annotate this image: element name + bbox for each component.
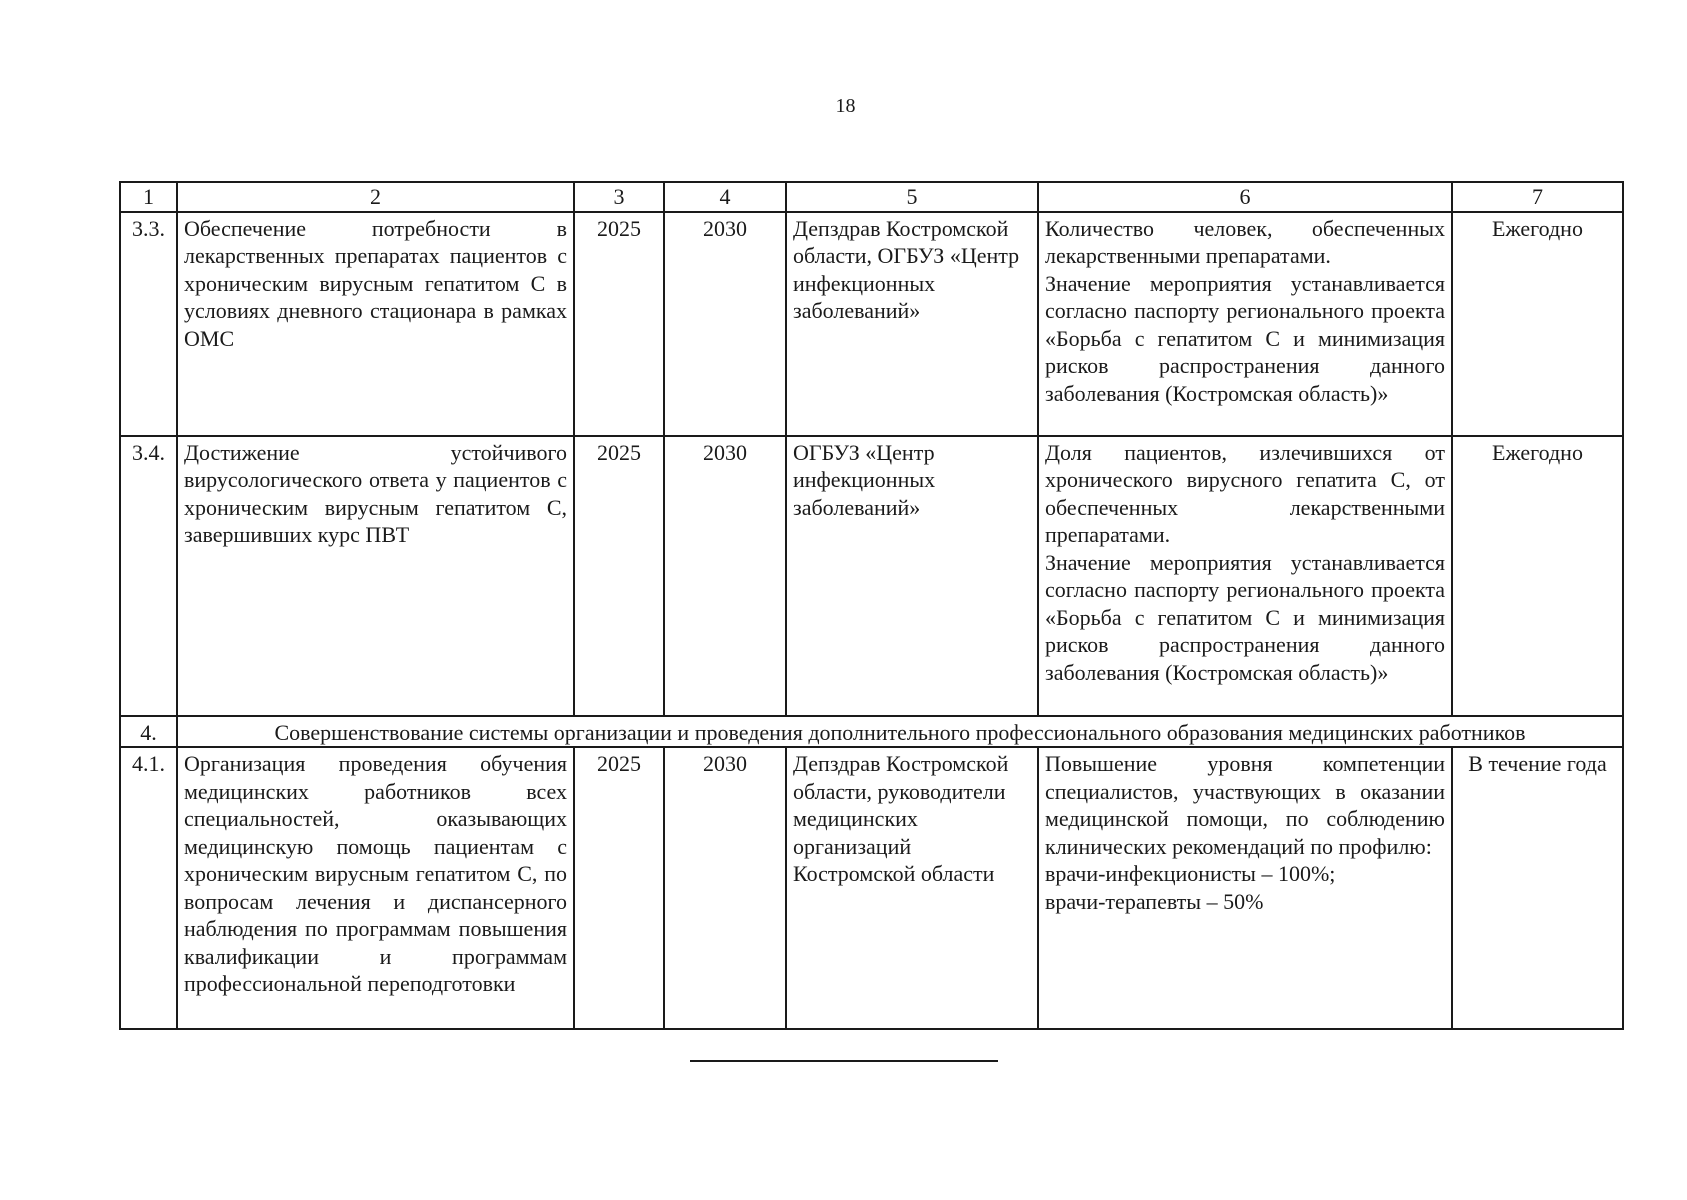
period: Ежегодно	[1452, 212, 1623, 436]
indicator	[1038, 436, 1452, 716]
section-row	[120, 716, 1623, 748]
indicator	[1038, 212, 1452, 436]
table-header-row	[120, 182, 1623, 212]
table-row	[120, 212, 1623, 436]
indicator-text: врачи-инфекционисты – 100%;	[1045, 861, 1336, 886]
start-year: 2025	[574, 436, 664, 716]
indicator	[1038, 747, 1452, 1029]
header-cell: 6	[1038, 182, 1452, 212]
indicator-text: Повышение уровня компетенции специалистов, участвующих в оказании медицинской помощи, по соблюдению клинических рекомендаций по профилю:	[1045, 751, 1445, 859]
period: Ежегодно	[1452, 436, 1623, 716]
header-cell: 1	[120, 182, 177, 212]
period: В течение года	[1452, 747, 1623, 1029]
end-year: 2030	[664, 212, 786, 436]
indicator-text: Значение мероприятия устанавливается согласно паспорту регионального проекта «Борьба с гепатитом С и минимизация рисков распространения данного заболевания (Костромская область)»	[1045, 270, 1445, 406]
measure-description: Организация проведения обучения медицинских работников всех специальностей, оказывающих медицинскую помощь пациентам с хроническим вирусным гепатитом С, по вопросам лечения и диспансерного наблюдения по программам повышения квалификации и программам профессиональной переподготовки	[177, 747, 574, 1029]
table-row	[120, 747, 1623, 1029]
executor	[786, 436, 1038, 716]
header-cell: 3	[574, 182, 664, 212]
end-year: 2030	[664, 747, 786, 1029]
row-number: 3.4.	[120, 436, 177, 716]
executor	[786, 747, 1038, 1029]
section-number: 4.	[120, 716, 177, 748]
row-number: 3.3.	[120, 212, 177, 436]
executor	[786, 212, 1038, 436]
row-number: 4.1.	[120, 747, 177, 1029]
measure-description: Достижение устойчивого вирусологического ответа у пациентов с хроническим вирусным гепатитом С, завершивших курс ПВТ	[177, 436, 574, 716]
executor-text: ОГБУЗ «Центр инфекционных заболеваний»	[793, 439, 936, 520]
measure-description: Обеспечение потребности в лекарственных препаратах пациентов с хроническим вирусным гепатитом С в условиях дневного стационара в рамках ОМС	[177, 212, 574, 436]
indicator-text: Значение мероприятия устанавливается согласно паспорту регионального проекта «Борьба с гепатитом С и минимизация рисков распространения данного заболевания (Костромская область)»	[1045, 549, 1445, 685]
start-year: 2025	[574, 212, 664, 436]
header-cell: 7	[1452, 182, 1623, 212]
section-title: Совершенствование системы организации и проведения дополнительного профессионального образования медицинских работников	[177, 716, 1623, 748]
action-plan-table	[119, 181, 1624, 1030]
end-year: 2030	[664, 436, 786, 716]
end-of-document-rule	[690, 1060, 998, 1062]
indicator-text: Доля пациентов, излечившихся от хронического вирусного гепатита С, от обеспеченных лекарственными препаратами.	[1045, 439, 1445, 547]
indicator-text: врачи-терапевты – 50%	[1045, 888, 1264, 914]
header-cell: 2	[177, 182, 574, 212]
executor-text: Депздрав Костромской области, руководители медицинских организаций Костромской области	[793, 751, 1009, 886]
executor-text: Депздрав Костромской области, ОГБУЗ «Центр инфекционных заболеваний»	[793, 215, 1020, 323]
header-cell: 5	[786, 182, 1038, 212]
start-year: 2025	[574, 747, 664, 1029]
page-number: 18	[835, 95, 856, 117]
table-row	[120, 436, 1623, 716]
header-cell: 4	[664, 182, 786, 212]
indicator-text: Количество человек, обеспеченных лекарственными препаратами.	[1045, 215, 1445, 268]
